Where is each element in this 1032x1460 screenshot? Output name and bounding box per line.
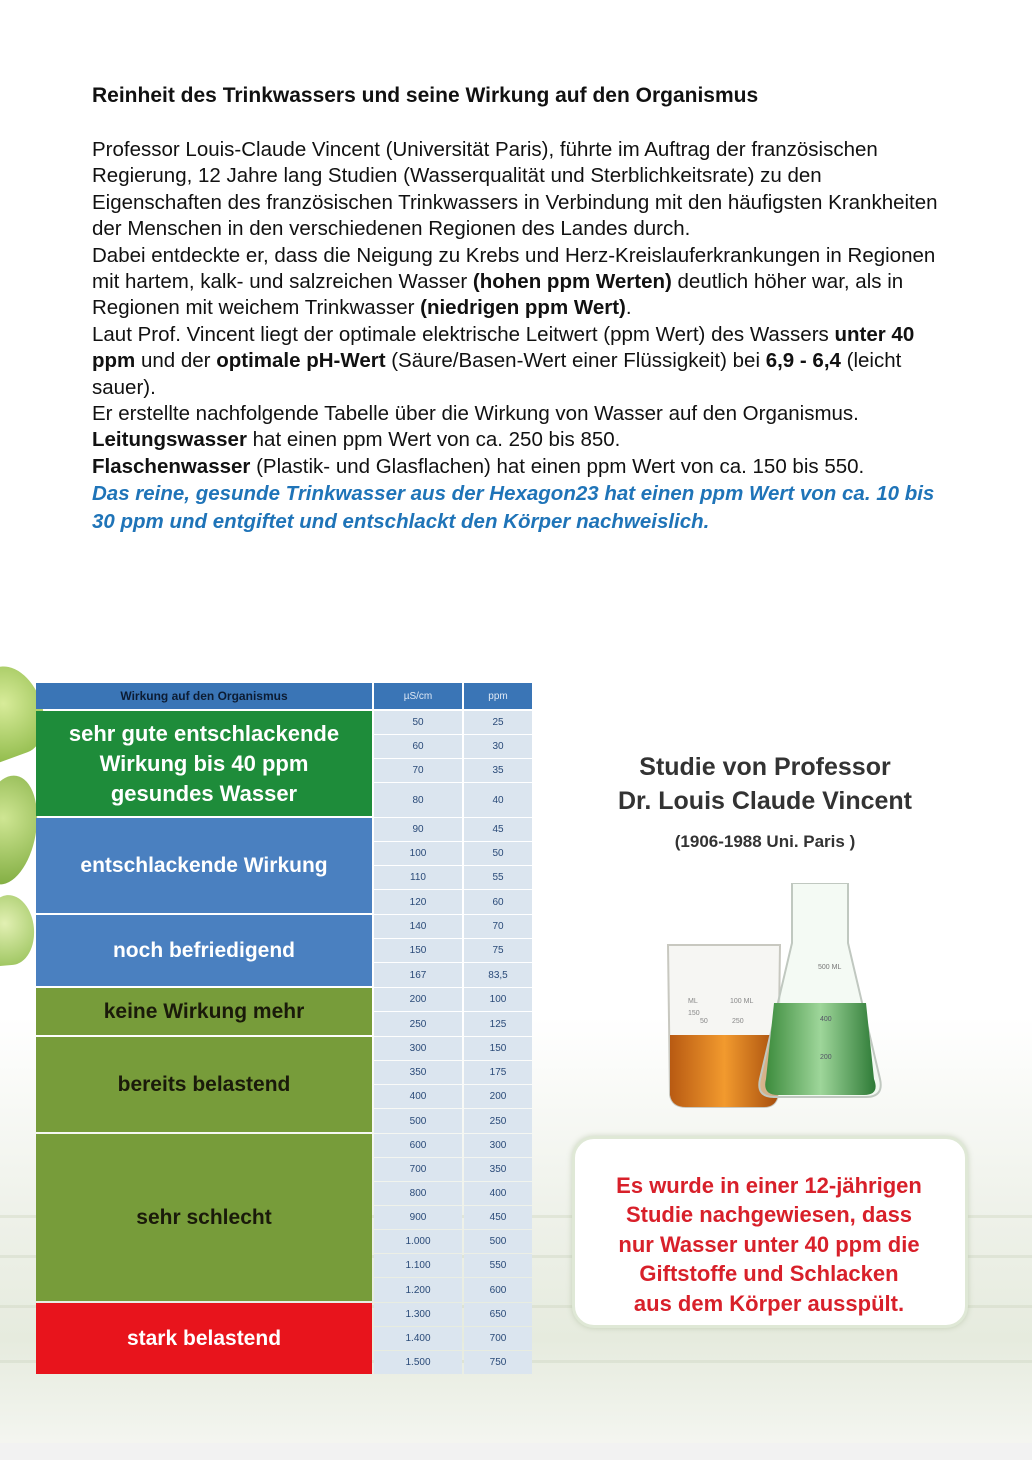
ppm-cell: 250 <box>464 1109 532 1133</box>
table-row <box>374 939 532 962</box>
paragraph-table-intro: Er erstellte nachfolgende Tabelle über die Wirkung von Wasser auf den Organismus. <box>92 402 859 426</box>
table-row <box>374 1037 532 1060</box>
table-row <box>374 988 532 1011</box>
us-cm-cell: 1.400 <box>374 1327 462 1350</box>
ppm-cell: 35 <box>464 759 532 782</box>
us-cm-cell: 700 <box>374 1158 462 1181</box>
beaker-label-ml: ML <box>688 998 698 1005</box>
table-row <box>374 1182 532 1205</box>
ppm-cell: 25 <box>464 711 532 734</box>
us-cm-cell: 150 <box>374 939 462 962</box>
paragraph-optimal-values: Laut Prof. Vincent liegt der optimale elektrische Leitwert (ppm Wert) des Wassers unter 40 ppm und der optimale pH-Wert (Säure/Basen-Wert einer Flüssigkeit) bei 6,9 - 6,4 (leicht sauer). <box>92 322 915 399</box>
table-row <box>374 1230 532 1253</box>
ppm-cell: 75 <box>464 939 532 962</box>
us-cm-cell: 1.200 <box>374 1278 462 1302</box>
beaker-label-150: 150 <box>688 1010 700 1017</box>
ppm-cell: 300 <box>464 1134 532 1157</box>
us-cm-cell: 110 <box>374 866 462 889</box>
study-title-line2: Dr. Louis Claude Vincent <box>617 787 913 815</box>
flask-icon <box>660 883 890 1113</box>
beaker-label-50: 50 <box>700 1018 708 1025</box>
table-row <box>374 759 532 782</box>
us-cm-cell: 500 <box>374 1109 462 1133</box>
conclusion-text: Es wurde in einer 12-jährigen Studie nachgewiesen, dass nur Wasser unter 40 ppm die Giftstoffe und Schlacken aus dem Körper ausspült. <box>616 1173 922 1316</box>
us-cm-cell: 400 <box>374 1085 462 1108</box>
study-caption <box>560 750 970 852</box>
flask-label-500: 500 ML <box>818 964 842 971</box>
ppm-cell: 350 <box>464 1158 532 1181</box>
us-cm-cell: 140 <box>374 915 462 938</box>
beaker-label-250: 250 <box>732 1018 744 1025</box>
category-cell: bereits belastend <box>36 1037 372 1132</box>
us-cm-cell: 60 <box>374 735 462 758</box>
study-dates: (1906-1988 Uni. Paris ) <box>674 832 856 851</box>
table-row <box>374 963 532 987</box>
ppm-cell: 200 <box>464 1085 532 1108</box>
us-cm-cell: 90 <box>374 818 462 841</box>
table-row <box>374 1158 532 1181</box>
table-row <box>374 1303 532 1326</box>
table-row <box>374 1012 532 1036</box>
category-cell: noch befriedigend <box>36 915 372 986</box>
category-cell: keine Wirkung mehr <box>36 988 372 1035</box>
category-cell: sehr schlecht <box>36 1134 372 1301</box>
table-row <box>374 842 532 865</box>
flask-label-400: 400 <box>820 1016 832 1023</box>
ppm-cell: 450 <box>464 1206 532 1229</box>
us-cm-cell: 800 <box>374 1182 462 1205</box>
header-effect: Wirkung auf den Organismus <box>36 683 372 709</box>
us-cm-cell: 300 <box>374 1037 462 1060</box>
table-row <box>374 1206 532 1229</box>
ppm-cell: 600 <box>464 1278 532 1302</box>
category-cell: stark belastend <box>36 1303 372 1374</box>
us-cm-cell: 167 <box>374 963 462 987</box>
us-cm-cell: 80 <box>374 783 462 817</box>
table-row <box>374 1109 532 1133</box>
ppm-cell: 50 <box>464 842 532 865</box>
table-row <box>374 818 532 841</box>
paragraph-findings: Dabei entdeckte er, dass die Neigung zu Krebs und Herz-Kreislauferkrankungen in Regionen mit hartem, kalk- und salzreichen Wasser (hohen ppm Werten) deutlich höher war, als in Regionen mit weichem Trinkwasser (niedrigen ppm Wert). <box>92 243 936 320</box>
table-row <box>374 1351 532 1374</box>
ppm-cell: 55 <box>464 866 532 889</box>
ppm-cell: 150 <box>464 1037 532 1060</box>
ppm-cell: 60 <box>464 890 532 914</box>
paragraph-tap-water: Leitungswasser hat einen ppm Wert von ca. 250 bis 850. <box>92 428 621 452</box>
highlight-hexagon: Das reine, gesunde Trinkwasser aus der Hexagon23 hat einen ppm Wert von ca. 10 bis 30 ppm und entgiftet und entschlackt den Körper nachweislich. <box>92 482 935 534</box>
paragraph-intro: Professor Louis-Claude Vincent (Universität Paris), führte im Auftrag der französischen Regierung, 12 Jahre lang Studien (Wasserqualität und Sterblichkeitsrate) zu den Eigenschaften des französischen Trinkwassers in Verbindung mit den häufigsten Krankheiten der Menschen in den verschiedenen Regionen des Landes durch. <box>92 138 938 241</box>
ppm-cell: 175 <box>464 1061 532 1084</box>
beaker-label-100: 100 ML <box>730 998 754 1005</box>
us-cm-cell: 350 <box>374 1061 462 1084</box>
lab-glassware-illustration <box>660 883 890 1113</box>
study-title-line1: Studie von Professor <box>639 753 891 781</box>
table-header <box>36 683 534 709</box>
table-row <box>374 1134 532 1157</box>
flask-label-200: 200 <box>820 1054 832 1061</box>
table-row <box>374 1254 532 1277</box>
us-cm-cell: 200 <box>374 988 462 1011</box>
ppm-cell: 550 <box>464 1254 532 1277</box>
us-cm-cell: 100 <box>374 842 462 865</box>
us-cm-cell: 900 <box>374 1206 462 1229</box>
ppm-cell: 400 <box>464 1182 532 1205</box>
table-row <box>374 735 532 758</box>
ppm-cell: 750 <box>464 1351 532 1374</box>
header-us-cm: µS/cm <box>374 683 462 709</box>
ppm-cell: 30 <box>464 735 532 758</box>
table-row <box>374 866 532 889</box>
table-row <box>374 890 532 914</box>
category-column <box>36 711 374 1376</box>
ppm-cell: 45 <box>464 818 532 841</box>
us-cm-cell: 600 <box>374 1134 462 1157</box>
us-cm-cell: 120 <box>374 890 462 914</box>
ppm-cell: 83,5 <box>464 963 532 987</box>
ppm-cell: 100 <box>464 988 532 1011</box>
header-ppm: ppm <box>464 683 532 709</box>
ppm-cell: 500 <box>464 1230 532 1253</box>
table-row <box>374 1278 532 1302</box>
us-cm-cell: 1.100 <box>374 1254 462 1277</box>
table-row <box>374 711 532 734</box>
table-row <box>374 1085 532 1108</box>
paragraph-bottled-water: Flaschenwasser (Plastik- und Glasflachen) hat einen ppm Wert von ca. 150 bis 550. <box>92 454 865 478</box>
us-cm-cell: 70 <box>374 759 462 782</box>
us-cm-cell: 1.000 <box>374 1230 462 1253</box>
ppm-cell: 70 <box>464 915 532 938</box>
table-row <box>374 783 532 817</box>
study-figure <box>0 655 1032 1460</box>
ppm-cell: 40 <box>464 783 532 817</box>
us-cm-cell: 1.300 <box>374 1303 462 1326</box>
table-row <box>374 915 532 938</box>
table-body <box>36 711 534 1376</box>
us-cm-cell: 1.500 <box>374 1351 462 1374</box>
value-columns <box>374 711 532 1376</box>
table-row <box>374 1061 532 1084</box>
category-cell: entschlackende Wirkung <box>36 818 372 913</box>
ppm-cell: 700 <box>464 1327 532 1350</box>
article-text <box>92 82 942 536</box>
effect-table <box>36 683 534 1376</box>
ppm-cell: 125 <box>464 1012 532 1036</box>
page-footer-bar <box>0 1443 1032 1460</box>
ppm-cell: 650 <box>464 1303 532 1326</box>
us-cm-cell: 50 <box>374 711 462 734</box>
category-cell: sehr gute entschlackende Wirkung bis 40 ppm gesundes Wasser <box>36 711 372 816</box>
page-title: Reinheit des Trinkwassers und seine Wirkung auf den Organismus <box>92 84 759 107</box>
table-row <box>374 1327 532 1350</box>
us-cm-cell: 250 <box>374 1012 462 1036</box>
conclusion-box <box>572 1136 968 1328</box>
